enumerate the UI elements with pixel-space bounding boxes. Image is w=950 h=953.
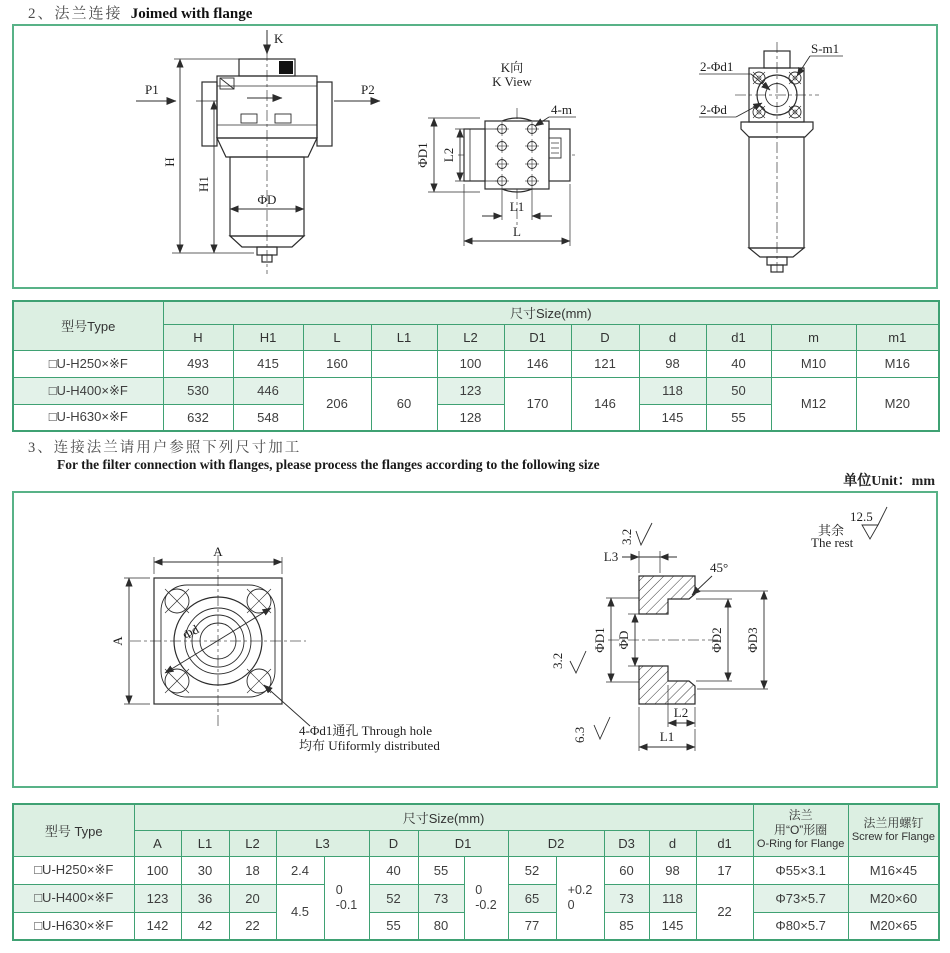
col-header: D3: [604, 830, 649, 856]
cell: 100: [134, 856, 181, 884]
finish-label-32-left: 3.2: [550, 652, 565, 669]
cell-oring: Φ55×3.1: [753, 856, 848, 884]
table-row: [13, 856, 939, 884]
cell: 22: [696, 884, 753, 940]
cell: 123: [437, 377, 504, 404]
cell: 530: [163, 377, 233, 404]
dim-label-phi-d1: ΦD1: [415, 142, 430, 168]
filter-top-view: [699, 42, 843, 272]
unit-label: 单位Unit：mm: [843, 474, 935, 489]
cell: 206: [303, 377, 371, 431]
cell: 60: [371, 377, 437, 431]
cell: M12: [771, 377, 856, 431]
dim-label-k: K: [274, 31, 284, 46]
table-row: [13, 350, 939, 377]
k-view-title-zh: K向: [500, 60, 524, 75]
col-header: L3: [276, 830, 369, 856]
cell: 98: [649, 856, 696, 884]
cell: 52: [508, 856, 556, 884]
cell: 145: [649, 912, 696, 940]
cell: 36: [181, 884, 229, 912]
dimension-table-machining: [12, 803, 940, 941]
cell: 55: [369, 912, 418, 940]
cell: 123: [134, 884, 181, 912]
cell: 98: [639, 350, 706, 377]
cell-screw: M20×60: [848, 884, 939, 912]
col-header-type: 型号 Type: [13, 804, 134, 856]
screw-header-zh: 法兰用螺钉: [863, 815, 924, 830]
flange-connection-drawing-panel: [12, 24, 938, 289]
col-header: D1: [504, 324, 571, 350]
cell: 85: [604, 912, 649, 940]
cell: 40: [706, 350, 771, 377]
cell-type: □U-H400×※F: [13, 377, 163, 404]
cell: 4.5: [276, 884, 324, 940]
col-header: d1: [706, 324, 771, 350]
rest-label-zh: 其余: [818, 523, 845, 538]
callout-4m: 4-m: [551, 102, 572, 117]
cell: 30: [181, 856, 229, 884]
col-header: H: [163, 324, 233, 350]
col-header: L: [303, 324, 371, 350]
port-label-p2: P2: [361, 82, 375, 97]
section3-heading-zh: 3、连接法兰请用户参照下列尺寸加工: [28, 440, 302, 456]
dim-label-l1: L1: [509, 199, 525, 214]
cell: M10: [771, 350, 856, 377]
cell: 145: [639, 404, 706, 431]
cell: 55: [418, 856, 464, 884]
cell-type: □U-H400×※F: [13, 884, 134, 912]
dim-label-a-side: A: [110, 636, 125, 646]
filter-side-view: [136, 30, 380, 274]
dim-label-phi-d3: ΦD3: [745, 627, 760, 653]
cell-tolerance-l3: 0 -0.1: [324, 856, 369, 940]
cell: 170: [504, 377, 571, 431]
dim-label-a-top: A: [213, 544, 223, 559]
cell: 77: [508, 912, 556, 940]
cell: 20: [229, 884, 276, 912]
section2-heading-zh: 2、法兰连接: [28, 6, 123, 22]
cell: 118: [649, 884, 696, 912]
dim-label-l2: L2: [673, 705, 689, 720]
col-header: m1: [856, 324, 939, 350]
cell: 2.4: [276, 856, 324, 884]
screw-header-en: Screw for Flange: [851, 830, 935, 843]
section2-heading: [28, 2, 252, 23]
cell: 18: [229, 856, 276, 884]
cell: 73: [418, 884, 464, 912]
cell-oring: Φ80×5.7: [753, 912, 848, 940]
dim-label-l2: L2: [441, 147, 456, 163]
cell: 60: [604, 856, 649, 884]
oring-header-en: O-Ring for Flange: [756, 838, 845, 851]
col-header-type: 型号Type: [13, 301, 163, 350]
col-header: L2: [229, 830, 276, 856]
cell: 52: [369, 884, 418, 912]
dim-label-l3: L3: [603, 549, 619, 564]
cell: 160: [303, 350, 371, 377]
cell-screw: M16×45: [848, 856, 939, 884]
section2-heading-en: Joimed with flange: [130, 6, 253, 22]
cell: [371, 350, 437, 377]
cell: M20: [856, 377, 939, 431]
callout-2-phi-d1: 2-Φd1: [700, 59, 734, 74]
dim-label-phi-d2: ΦD2: [709, 627, 724, 653]
col-header-size: 尺寸Size(mm): [134, 804, 753, 830]
cell: 493: [163, 350, 233, 377]
cell-oring: Φ73×5.7: [753, 884, 848, 912]
cell: 73: [604, 884, 649, 912]
section3-heading: [28, 436, 301, 457]
cell: 118: [639, 377, 706, 404]
cell: 632: [163, 404, 233, 431]
cell: 80: [418, 912, 464, 940]
col-header: D: [571, 324, 639, 350]
table-row: [13, 301, 939, 324]
through-hole-callout-line2: 均布 Ufiformly distributed: [299, 738, 440, 753]
cell: 40: [369, 856, 418, 884]
oring-header-zh2: 用“O”形圈: [773, 823, 828, 838]
cell-tolerance-d1: 0 -0.2: [464, 856, 508, 940]
cell: 55: [706, 404, 771, 431]
cell: 446: [233, 377, 303, 404]
through-hole-callout-line1: 4-Φd1通孔 Through hole: [299, 723, 432, 738]
col-header: m: [771, 324, 856, 350]
cell: 128: [437, 404, 504, 431]
cell: 22: [229, 912, 276, 940]
col-header: L1: [181, 830, 229, 856]
col-header: D2: [508, 830, 604, 856]
dimension-table-flange: [12, 300, 940, 432]
cell: 415: [233, 350, 303, 377]
dim-label-phi-d1: ΦD1: [592, 627, 607, 653]
cell: 146: [571, 377, 639, 431]
cell-type: □U-H250×※F: [13, 350, 163, 377]
col-header-oring: [753, 804, 848, 856]
col-header-size: 尺寸Size(mm): [163, 301, 939, 324]
dim-label-l1: L1: [659, 729, 675, 744]
col-header: A: [134, 830, 181, 856]
dim-label-h1: H1: [196, 176, 211, 192]
col-header: L1: [371, 324, 437, 350]
rest-label-en: The rest: [811, 535, 854, 550]
finish-label-63: 6.3: [572, 726, 587, 743]
finish-label-32-top: 3.2: [619, 528, 634, 545]
callout-2-phi-d: 2-Φd: [700, 102, 727, 117]
finish-label-125: 12.5: [850, 509, 873, 524]
table-row: [13, 804, 939, 830]
cell: 146: [504, 350, 571, 377]
col-header-screw: [848, 804, 939, 856]
cell-type: □U-H630×※F: [13, 912, 134, 940]
cell: 121: [571, 350, 639, 377]
cell: 548: [233, 404, 303, 431]
cell: 100: [437, 350, 504, 377]
dim-label-phi-d: ΦD: [257, 192, 277, 207]
dim-label-phi-d: ΦD: [616, 630, 631, 650]
table-row: [13, 377, 939, 404]
cell: 65: [508, 884, 556, 912]
k-view: [428, 108, 576, 246]
dim-label-l: L: [513, 224, 521, 239]
oring-header-zh1: 法兰: [788, 808, 813, 823]
dim-label-phi-d: Φd: [179, 621, 202, 643]
col-header: d: [639, 324, 706, 350]
cell: 142: [134, 912, 181, 940]
cell: 42: [181, 912, 229, 940]
section3-heading-en: For the filter connection with flanges, please process the flanges according to the following size: [57, 457, 600, 472]
flange-face-view: [124, 555, 310, 727]
flange-connection-drawing: [14, 26, 936, 287]
col-header: H1: [233, 324, 303, 350]
col-header: d: [649, 830, 696, 856]
cell: 50: [706, 377, 771, 404]
col-header: L2: [437, 324, 504, 350]
cell: 17: [696, 856, 753, 884]
col-header: D: [369, 830, 418, 856]
col-header: D1: [418, 830, 508, 856]
cell-screw: M20×65: [848, 912, 939, 940]
col-header: d1: [696, 830, 753, 856]
cell: M16: [856, 350, 939, 377]
dim-label-h: H: [162, 157, 177, 167]
cell-tolerance-d2: +0.2 0: [556, 856, 604, 940]
callout-s-m1: S-m1: [811, 41, 840, 56]
cell-type: □U-H630×※F: [13, 404, 163, 431]
flange-machining-drawing: [14, 493, 936, 786]
port-label-p1: P1: [145, 82, 159, 97]
chamfer-label-45: 45°: [710, 560, 729, 575]
flange-machining-drawing-panel: [12, 491, 938, 788]
k-view-title-en: K View: [492, 74, 532, 89]
cell-type: □U-H250×※F: [13, 856, 134, 884]
